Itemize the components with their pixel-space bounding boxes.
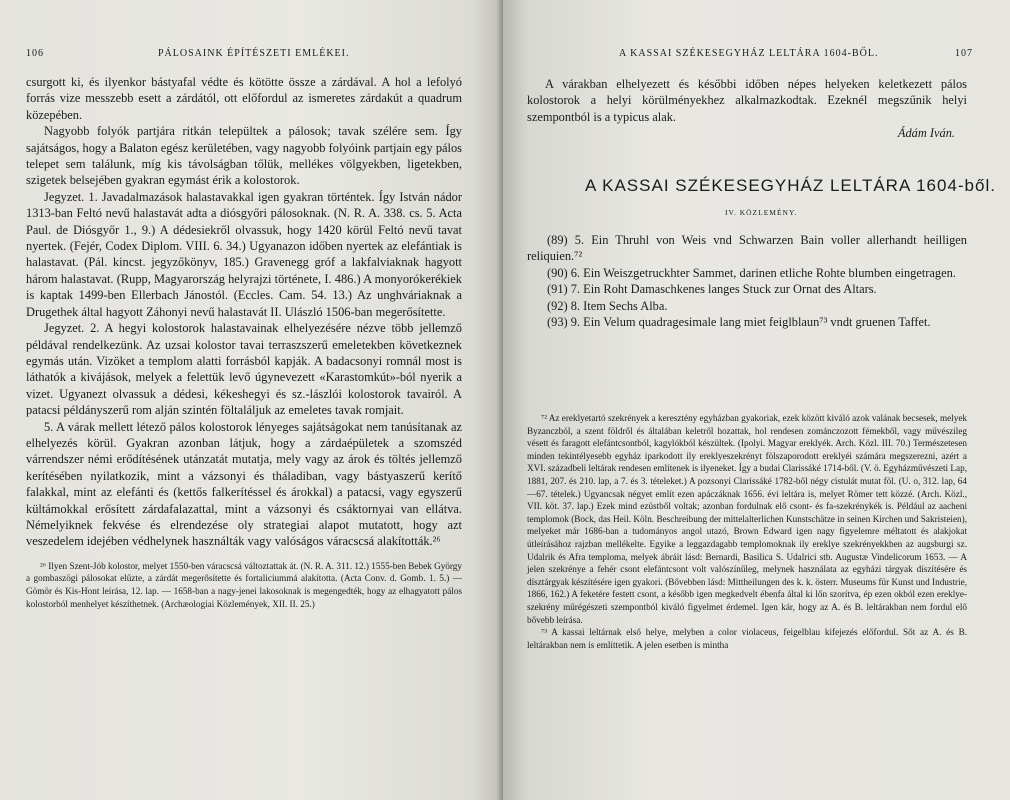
inventory-entry: (90) 6. Ein Weiszgetruckhter Sammet, darinen etliche Rohte blumben eingetragen. [547, 265, 956, 280]
inventory-entry: (92) 8. Item Sechs Alba. [547, 298, 668, 313]
paragraph: 5. A várak mellett létező pálos kolostorok lényeges sajátságokat nem tanúsítanak az elhelyezés körül. Gyakran azonban látjuk, hogy a zárdaépületek a szomszéd várrendszer némi erődítésének utánzatát mutatja, mely vagy az árok és töltés jellemző kerítésében nyilatkozik, mint a vázsonyi és tháladiban, vagy bástyaszerű kerítő falakkal, mint az elefánti és (kettős falkerítéssel és árokkal) a patacsi, vagy egyszerű kültámokkal erősített zárdafalazattal, mint a vázsonyi és csáktornyai van ellátva. Némelyiknek fekvése és elrendezése oly strategiai alapot mutatott, hogy azt veszedelem idejében védhelynek használták vagy valóságos váracscsá alakították.²⁶ [26, 419, 462, 549]
inventory-entry: (93) 9. Ein Velum quadragesimale lang miet feiglblaun⁷³ vndt gruenen Taffet. [547, 315, 931, 330]
intro-paragraph: A várakban elhelyezett és későbbi időben népes helyeken keletkezett pálos kolostorok a helyi körülményekhez alkalmazkodtak. Ezeknél megszűnik helyi szempontból is a typicus alak. [527, 77, 967, 124]
right-intro-block [527, 76, 967, 142]
inventory-entry: (91) 7. Ein Roht Damaschkenes langes Stuck zur Ornat des Altars. [547, 282, 877, 297]
left-running-head: PÁLOSAINK ÉPÍTÉSZETI EMLÉKEI. [158, 48, 350, 59]
footnote: ²⁶ Ilyen Szent-Jób kolostor, melyet 1550-ben váracscsá változtattak át. (N. R. A. 311. 12.) 1555-ben Bebek György a gombaszögi pálosokat elűzte, a zárdát megerősítette és fortaliciummá alakította. (Acta Conv. d. Gomb. 1. 5.) — Gömör és Kis-Hont leírása, 12. lap. — 1658-ban a nagy-jenei lakosoknak is megengedték, hogy az elhagyatott pálos kolostorból menhelyet készíthetnek. (Archæologiai Közlemények, XII. II. 25.) [26, 560, 462, 609]
paragraph: Jegyzet. 2. A hegyi kolostorok halastavainak elhelyezésére nézve több jellemző példával rendelkezünk. Az uzsai kolostor tavai terraszszerű emeletekben következnek egymás után. Vizöket a templom alatti forrásból kapják. A badacsonyi romnál most is láthatók a kivájások, melyek a felettük levő úgynevezett «Karastomkút»-ból nyerik a vizet. Ugyanezt olvassuk a dédesi, kékeshegyi és sz.-lászlói kolostorok tavairól. A patacsi példányszerű rom alján szintén föltaláljuk az emeletes tavak romjait. [26, 321, 462, 418]
left-footnote-block [26, 560, 462, 610]
left-text-block [26, 74, 462, 610]
article-subtitle: IV. KÖZLEMÉNY. [725, 208, 798, 217]
footnote: ⁷² Az ereklyetartó szekrények a keresztény egyházban gyakoriak, ezek között kiváló azok valának becsesek, melyek Byzanczból, a szent földről és általában keletről hozattak, hol rendesen zománczozott fémekből, vagy művészileg vésett és faragott elefántcsontból, kagylókból készültek. (Ipolyi. Magyar ereklyék. Arch. Közl. III. 70.) Természetesen minden tekintélyesebb egyház iparkodott ily ereklyeszekrényt fölszaporodott ereklyéi számára megszerezni, azért a XVI. századbeli leltárak rendesen említenek is ilyeneket. Így a budai Clarissáké 1714-ből. (V. ö. Egyházművészeti Lap, 1881, 207. és 210. lap, a 7. és 3. tételeket.) A pozsonyi Clarissáké 1782-ből négy cistulát mutat föl. (U. o, 312. lap, 64—67. tételek.) Ugyancsak négyet említ ezen apáczáknak 1656. évi leltára is, melyet Römer tett közzé. (Arch. Közl., VII. köt. 37. lap.) Ezek mind ezüstből voltak; azonban fordulnak elő csont- és fa-szekrénykék is. Például az aacheni templomok (Bock, das Heil. Köln. Beschreibung der mittelalterlichen Kunstschätze in seinen Kirchen und Sakristeien), melyeket már 1686-ban a tudományos angol utazó, Brown Edward igen nagy figyelemre méltatott és alakjokat útleírásához rajzban mellékelte. Egyike a leggazdagabb templomoknak ily ereklye szekrényekkben az augsburgi sz. Udalrik és Afra temploma, melyek ábráit lásd: Bernardi, Basilica S. Udalrici stb. Augustæ Vindelicorum 1653. — A jelen szekrénye a fehér csont elefántcsont volt valószínűleg, melynek használata az egyházi tárgyak díszítésére és dísztárgyak készítésére igen gyakori. (Bővebben lásd: Mittheilungen des k. k. österr. Museums für Kunst und Industrie, 1866, 162.) A feketére festett csont, a később igen megkedvelt ébenfa által ki lőn szorítva, ép ezen okból ezen ereklye-szekrény műrégészeti szempontból kiváló figyelmet érdemel. Igen kár, hogy az A. és B. leltárakban nem fordul elő bővebb leírása. [527, 413, 967, 625]
paragraph: Nagyobb folyók partjára ritkán települtek a pálosok; tavak szélére sem. Így sajátságos, hogy a Balaton egész kerületében, vagy nagyobb folyóink partjain egy pálos telepet sem találunk, míg kis távolságban tőlük, mellékes völgyekben, ligetekben, szigetek belsejében gyakran egymást érik a kolostorok. [26, 124, 462, 188]
inventory-entries [527, 232, 967, 330]
paragraph: csurgott ki, és ilyenkor bástyafal védte és kötötte össze a zárdával. A hol a lefolyó forrás vize messzebb esett a zárdától, ott előfordul az ismeretes zárdakút a quadrum közepében. [26, 75, 462, 122]
right-footnote-block [527, 412, 967, 651]
paragraph: Jegyzet. 1. Javadalmazások halastavakkal igen gyakran történtek. Így István nádor 1313-ban Feltó nevű halastavát adta a diósgyőri pálosoknak. (N. R. A. 338. cs. 5. Acta Paul. de Diósgyőr 1., 9.) A dédesiekről olvassuk, hogy 1420 körül Feltó nevű tavat nyertek. (Fejér, Codex Diplom. VIII. 6. 34.) Ugyanazon időben nyertek az elefántiak is halastavat. (Pál. kincst. jegyzőkönyv, 185.) Gravenegg gróf a lakfalviaknak hagyott három halastavat. (Rupp, Magyarország helyrajzi története, I. 486.) A monyorókerékiek is kaptak 1499-ben Ellerbach Jánostól. (Eccles. Cam. 54. 13.) Az unghváriaknak a Drugethek által hagyott Záhonyi nevű halastavát II. Ulászló 1506-ban megerősítette. [26, 189, 462, 319]
right-page-number: 107 [955, 48, 973, 59]
left-page [0, 0, 503, 800]
right-page [503, 0, 1010, 800]
author-signature: Ádám Iván. [897, 126, 955, 141]
inventory-entry: (89) 5. Ein Thruhl von Weis vnd Schwarzen Bain voller allerhandt heilligen reliquien.⁷² [527, 233, 967, 264]
article-title: A KASSAI SZÉKESEGYHÁZ LELTÁRA 1604-ből. [585, 176, 996, 195]
footnote: ⁷³ A kassai leltárnak első helye, melyben a color violaceus, feigelblau kifejezés előfordul. Sőt az A. és B. leltárakban nem is említtetik. A jelen esetben is mintha [527, 627, 967, 650]
left-page-number: 106 [26, 48, 44, 59]
right-running-head: A KASSAI SZÉKESEGYHÁZ LELTÁRA 1604-BŐL. [619, 48, 879, 59]
